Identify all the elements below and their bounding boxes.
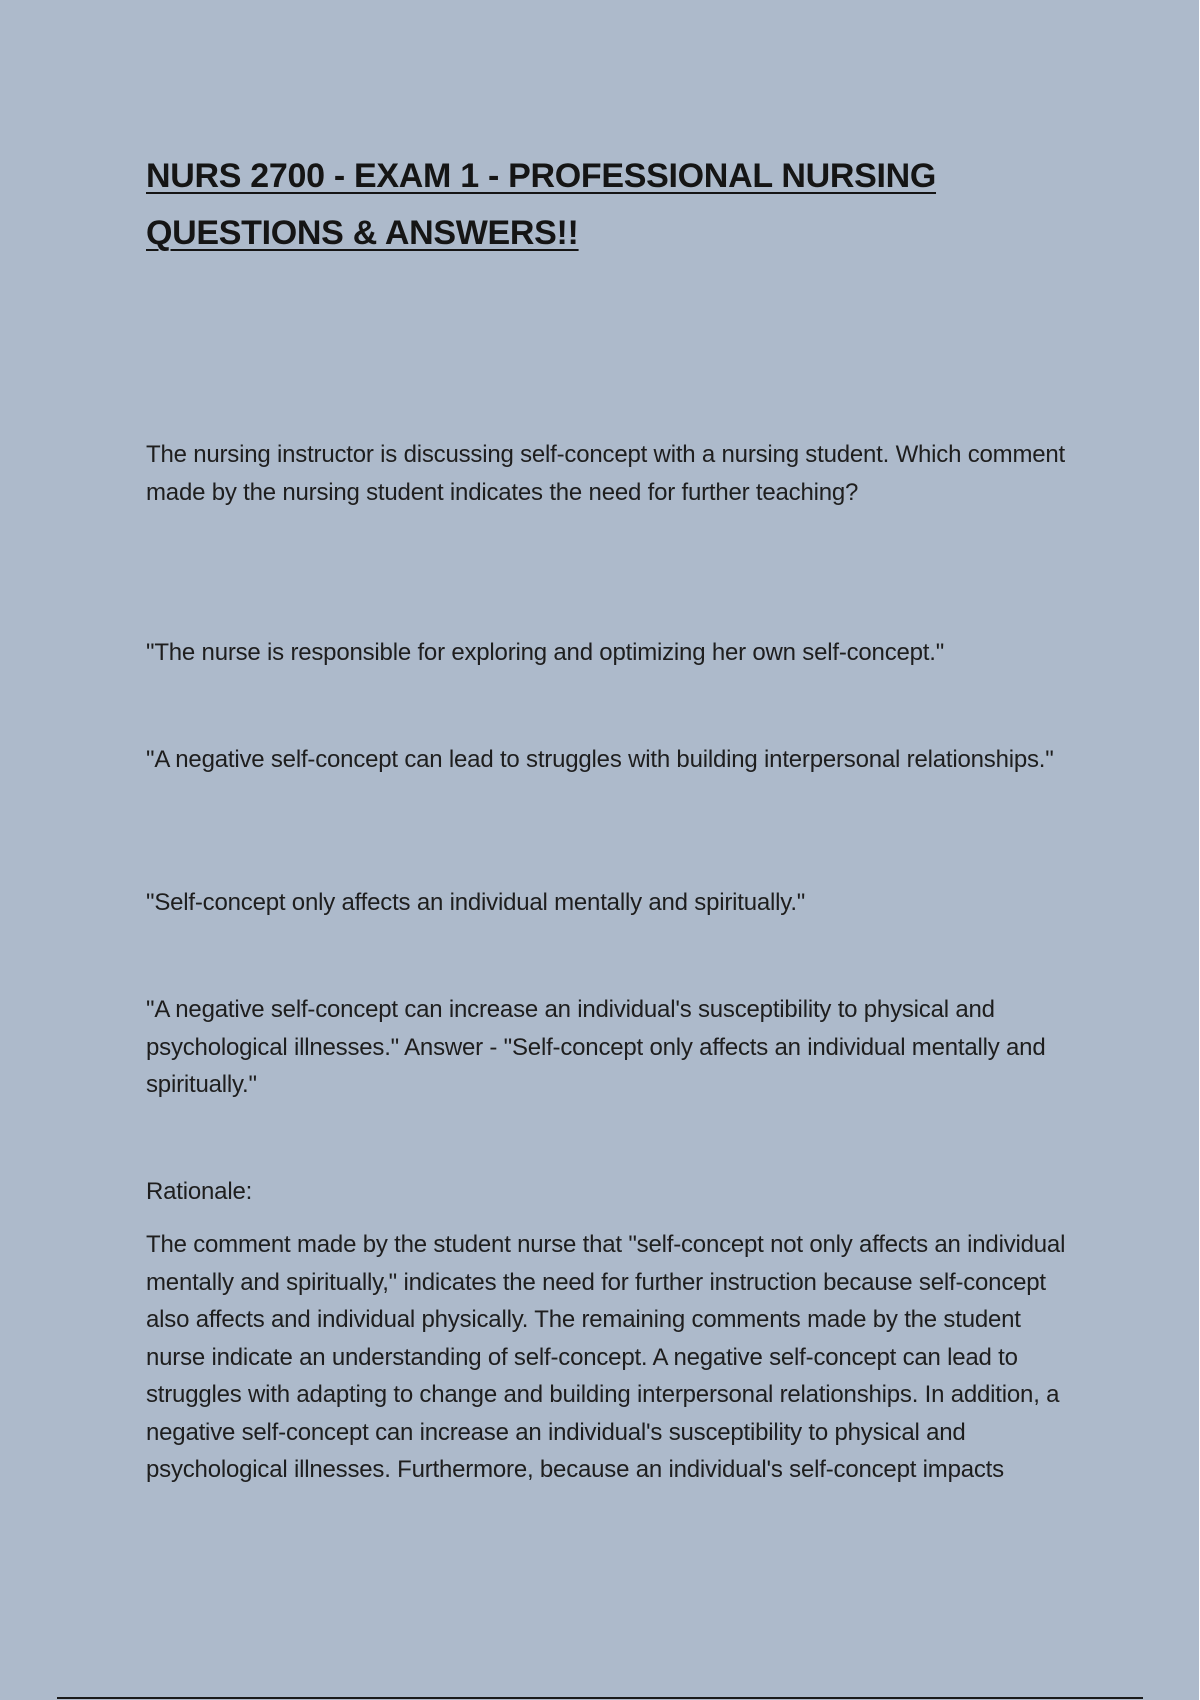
question-text: The nursing instructor is discussing self-concept with a nursing student. Which comment made by the nursing student indicates the need for further teaching?	[146, 441, 1066, 506]
answer-option-2: "A negative self-concept can lead to struggles with building interpersonal relationships."	[146, 746, 1054, 773]
document-title: NURS 2700 - EXAM 1 - PROFESSIONAL NURSING QUESTIONS & ANSWERS!!	[146, 157, 937, 252]
rationale-text: The comment made by the student nurse that "self-concept not only affects an individual mentally and spiritually," indicates the need for further instruction because self-concept also affects and individual physically. The remaining comments made by the student nurse indicate an understanding of self-concept. A negative self-concept can lead to struggles with adapting to change and building interpersonal relationships. In addition, a negative self-concept can increase an individual's susceptibility to physical and psychological illnesses. Furthermore, because an individual's self-concept impacts	[146, 1231, 1066, 1483]
answer-option-4: "A negative self-concept can increase an individual's susceptibility to physical and psychological illnesses." Answer - "Self-concept only affects an individual mentally and spiritually."	[146, 996, 1046, 1098]
answer-option-3: "Self-concept only affects an individual mentally and spiritually."	[146, 889, 806, 916]
answer-option-1: "The nurse is responsible for exploring and optimizing her own self-concept."	[146, 639, 945, 666]
footer-divider	[57, 1697, 1143, 1699]
rationale-label: Rationale:	[146, 1178, 253, 1205]
